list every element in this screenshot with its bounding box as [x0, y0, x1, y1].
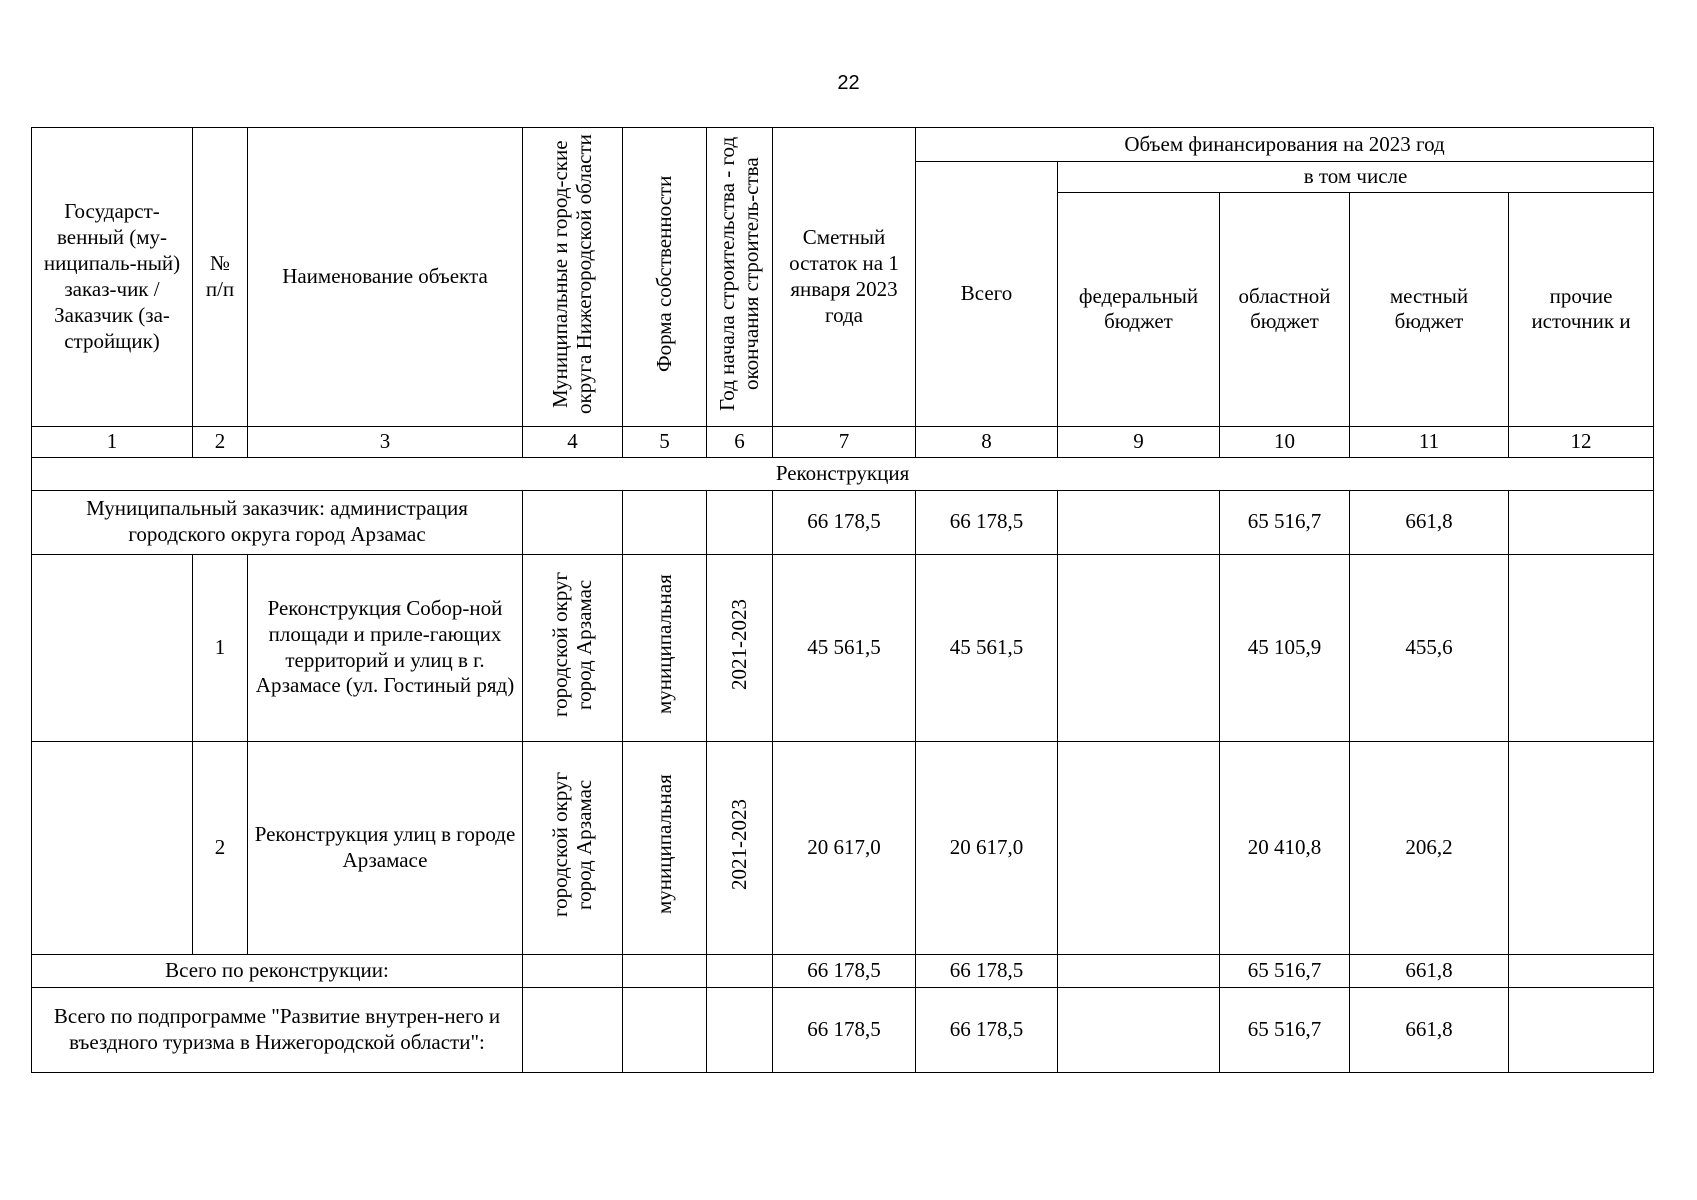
object-regional: 45 105,9 — [1220, 554, 1350, 741]
total-subprogram-row — [32, 987, 1654, 1072]
section-title: Реконструкция — [32, 457, 1654, 490]
object-municipality — [523, 554, 623, 741]
object-ownership-text: муниципальная — [652, 774, 677, 915]
table-row — [32, 554, 1654, 741]
object-municipality-text: городской округ город Арзамас — [548, 771, 597, 917]
header-regional: областной бюджет — [1220, 192, 1350, 426]
customer-row — [32, 490, 1654, 554]
object-other — [1509, 554, 1654, 741]
total-reconstruction-regional: 65 516,7 — [1220, 954, 1350, 987]
header-customer: Государст-венный (му-ниципаль-ный) заказ-чик / Заказчик (за-стройщик) — [32, 128, 193, 427]
object-federal — [1058, 741, 1220, 954]
object-number: 1 — [193, 554, 248, 741]
header-financing-group: Объем финансирования на 2023 год — [916, 128, 1654, 162]
object-estimated-remainder: 20 617,0 — [773, 741, 916, 954]
object-name: Реконструкция улиц в городе Арзамасе — [248, 741, 523, 954]
total-reconstruction-estimated-remainder: 66 178,5 — [773, 954, 916, 987]
header-including-group: в том числе — [1058, 162, 1654, 193]
header-number: № п/п — [193, 128, 248, 427]
total-subprogram-total: 66 178,5 — [916, 987, 1058, 1072]
total-reconstruction-row — [32, 954, 1654, 987]
object-other — [1509, 741, 1654, 954]
column-number: 7 — [773, 426, 916, 457]
customer-ownership-cell — [623, 490, 707, 554]
table-row — [32, 741, 1654, 954]
total-subprogram-municipality-cell — [523, 987, 623, 1072]
header-row-1 — [32, 128, 1654, 162]
customer-municipality-cell — [523, 490, 623, 554]
object-customer-cell — [32, 741, 193, 954]
object-estimated-remainder: 45 561,5 — [773, 554, 916, 741]
total-subprogram-other — [1509, 987, 1654, 1072]
header-years-text: Год начала строительства - год окончания строитель-ства — [715, 136, 764, 411]
column-number: 8 — [916, 426, 1058, 457]
object-years-text: 2021-2023 — [727, 598, 752, 690]
object-ownership — [623, 741, 707, 954]
total-subprogram-years-cell — [707, 987, 773, 1072]
object-municipality — [523, 741, 623, 954]
object-total: 45 561,5 — [916, 554, 1058, 741]
object-ownership — [623, 554, 707, 741]
header-ownership-text: Форма собственности — [652, 175, 677, 372]
header-other: прочие источник и — [1509, 192, 1654, 426]
object-number: 2 — [193, 741, 248, 954]
total-reconstruction-local: 661,8 — [1350, 954, 1509, 987]
customer-local: 661,8 — [1350, 490, 1509, 554]
header-federal: федеральный бюджет — [1058, 192, 1220, 426]
customer-label: Муниципальный заказчик: администрация городского округа город Арзамас — [32, 490, 523, 554]
total-subprogram-regional: 65 516,7 — [1220, 987, 1350, 1072]
total-subprogram-label: Всего по подпрограмме "Развитие внутрен-него и въездного туризма в Нижегородской области": — [32, 987, 523, 1072]
column-number: 5 — [623, 426, 707, 457]
total-subprogram-federal — [1058, 987, 1220, 1072]
customer-other — [1509, 490, 1654, 554]
object-municipality-text: городской округ город Арзамас — [548, 571, 597, 717]
object-federal — [1058, 554, 1220, 741]
column-number: 2 — [193, 426, 248, 457]
total-reconstruction-municipality-cell — [523, 954, 623, 987]
object-regional: 20 410,8 — [1220, 741, 1350, 954]
header-ownership — [623, 128, 707, 427]
column-number: 1 — [32, 426, 193, 457]
object-local: 206,2 — [1350, 741, 1509, 954]
header-municipality — [523, 128, 623, 427]
customer-regional: 65 516,7 — [1220, 490, 1350, 554]
object-years-text: 2021-2023 — [727, 798, 752, 890]
column-number-row — [32, 426, 1654, 457]
column-number: 4 — [523, 426, 623, 457]
column-number: 11 — [1350, 426, 1509, 457]
header-municipality-text: Муниципальные и город-ские округа Нижегородской области — [548, 133, 597, 414]
header-estimated-remainder: Сметный остаток на 1 января 2023 года — [773, 128, 916, 427]
column-number: 3 — [248, 426, 523, 457]
column-number: 9 — [1058, 426, 1220, 457]
object-total: 20 617,0 — [916, 741, 1058, 954]
header-object-name: Наименование объекта — [248, 128, 523, 427]
object-local: 455,6 — [1350, 554, 1509, 741]
object-customer-cell — [32, 554, 193, 741]
customer-federal — [1058, 490, 1220, 554]
total-reconstruction-total: 66 178,5 — [916, 954, 1058, 987]
section-title-row — [32, 457, 1654, 490]
total-reconstruction-label: Всего по реконструкции: — [32, 954, 523, 987]
total-reconstruction-other — [1509, 954, 1654, 987]
total-reconstruction-years-cell — [707, 954, 773, 987]
total-subprogram-local: 661,8 — [1350, 987, 1509, 1072]
column-number: 10 — [1220, 426, 1350, 457]
customer-total: 66 178,5 — [916, 490, 1058, 554]
object-years — [707, 554, 773, 741]
customer-years-cell — [707, 490, 773, 554]
object-years — [707, 741, 773, 954]
header-local: местный бюджет — [1350, 192, 1509, 426]
total-reconstruction-ownership-cell — [623, 954, 707, 987]
header-years — [707, 128, 773, 427]
total-subprogram-estimated-remainder: 66 178,5 — [773, 987, 916, 1072]
page-number: 22 — [837, 72, 860, 94]
financing-table — [31, 127, 1654, 1073]
object-ownership-text: муниципальная — [652, 574, 677, 715]
total-subprogram-ownership-cell — [623, 987, 707, 1072]
object-name: Реконструкция Собор-ной площади и приле-гающих территорий и улиц в г. Арзамасе (ул. Гостиный ряд) — [248, 554, 523, 741]
total-reconstruction-federal — [1058, 954, 1220, 987]
column-number: 12 — [1509, 426, 1654, 457]
header-total: Всего — [916, 162, 1058, 427]
column-number: 6 — [707, 426, 773, 457]
customer-estimated-remainder: 66 178,5 — [773, 490, 916, 554]
